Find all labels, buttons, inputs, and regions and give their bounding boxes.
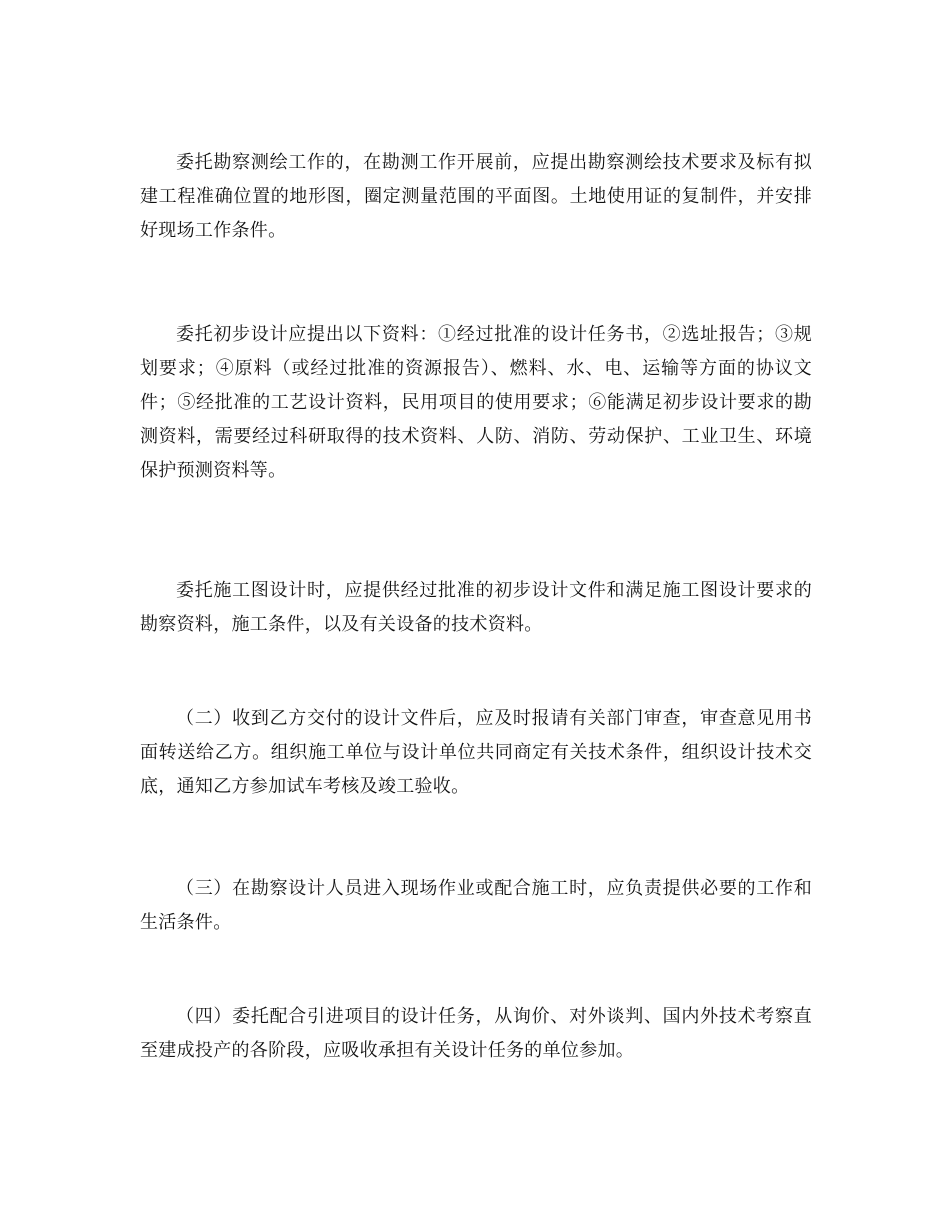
paragraph-preliminary-design: 委托初步设计应提出以下资料：①经过批准的设计任务书，②选址报告；③规划要求；④原料（或经过批准的资源报告）、燃料、水、电、运输等方面的协议文件；⑤经批准的工艺设计资料，民用项目的使用要求；⑥能满足初步设计要求的勘测资料，需要经过科研取得的技术资料、人防、消防、劳动保护、工业卫生、环境保护预测资料等。: [140, 324, 812, 481]
paragraph-survey-commission: 委托勘察测绘工作的，在勘测工作开展前，应提出勘察测绘技术要求及标有拟建工程准确位置的地形图，圈定测量范围的平面图。土地使用证的复制件，并安排好现场工作条件。: [140, 152, 812, 241]
paragraph-item-two: （二）收到乙方交付的设计文件后，应及时报请有关部门审查，审查意见用书面转送给乙方。组织施工单位与设计单位共同商定有关技术条件，组织设计技术交底，通知乙方参加试车考核及竣工验收。: [140, 708, 812, 797]
paragraph-item-four: （四）委托配合引进项目的设计任务，从询价、对外谈判、国内外技术考察直至建成投产的各阶段，应吸收承担有关设计任务的单位参加。: [140, 1006, 812, 1061]
paragraph-item-three: （三）在勘察设计人员进入现场作业或配合施工时，应负责提供必要的工作和生活条件。: [140, 878, 812, 933]
paragraph-construction-drawing: 委托施工图设计时，应提供经过批准的初步设计文件和满足施工图设计要求的勘察资料，施工条件，以及有关设备的技术资料。: [140, 580, 812, 635]
